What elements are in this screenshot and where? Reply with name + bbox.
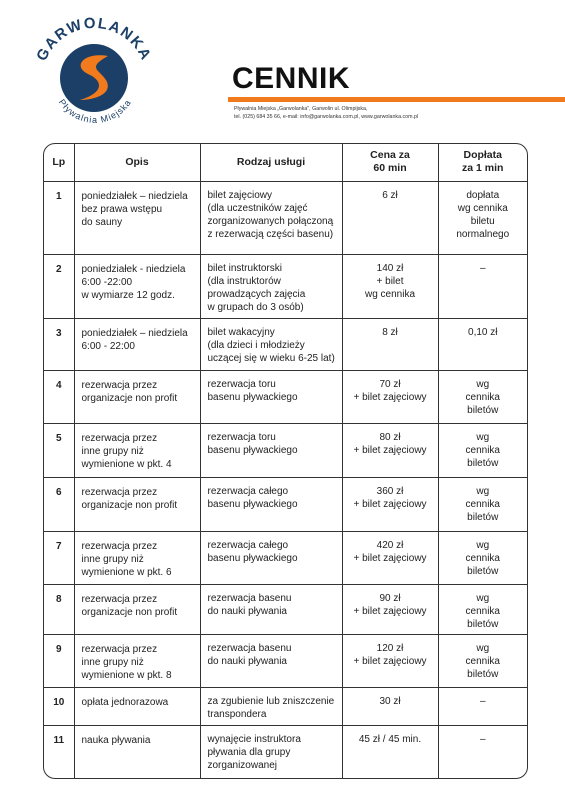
cell-rodzaj: bilet zajęciowy (dla uczestników zajęć zorganizowanych połączoną z rezerwacją części basenu) [200, 181, 342, 254]
cell-doplata: – [438, 725, 527, 778]
cell-lp: 5 [44, 424, 74, 478]
table-row [44, 725, 527, 778]
cell-doplata: 0,10 zł [438, 319, 527, 370]
cell-opis: poniedziałek – niedziela 6:00 - 22:00 [74, 319, 200, 370]
cell-doplata: wg cennika biletów [438, 584, 527, 634]
header-doplata: Dopłata za 1 min [438, 144, 527, 181]
cell-rodzaj: za zgubienie lub zniszczenie transpondera [200, 687, 342, 725]
cell-doplata: dopłata wg cennika biletu normalnego [438, 181, 527, 254]
cell-cena: 8 zł [342, 319, 438, 370]
table-row [44, 635, 527, 687]
accent-bar [228, 97, 565, 102]
cell-cena: 140 zł + bilet wg cennika [342, 254, 438, 319]
cell-opis: poniedziałek - niedziela 6:00 -22:00 w wymiarze 12 godz. [74, 254, 200, 319]
table-row [44, 370, 527, 424]
table-row [44, 254, 527, 319]
table-row [44, 319, 527, 370]
cell-doplata: wg cennika biletów [438, 477, 527, 532]
cell-cena: 360 zł + bilet zajęciowy [342, 477, 438, 532]
cell-cena: 120 zł + bilet zajęciowy [342, 635, 438, 687]
cell-lp: 3 [44, 319, 74, 370]
cell-cena: 30 zł [342, 687, 438, 725]
table-row [44, 584, 527, 634]
cell-doplata: wg cennika biletów [438, 532, 527, 584]
cell-lp: 2 [44, 254, 74, 319]
cell-doplata: – [438, 687, 527, 725]
cell-opis: nauka pływania [74, 725, 200, 778]
cell-lp: 11 [44, 725, 74, 778]
cell-cena: 90 zł + bilet zajęciowy [342, 584, 438, 634]
price-table [43, 143, 528, 779]
cell-cena: 6 zł [342, 181, 438, 254]
cell-cena: 80 zł + bilet zajęciowy [342, 424, 438, 478]
cell-rodzaj: bilet instruktorski (dla instruktorów prowadzących zajęcia w grupach do 3 osób) [200, 254, 342, 319]
contact-line-1: Pływalnia Miejska „Garwolanka", Garwolin ul. Olimpijska, [234, 106, 368, 112]
cell-cena: 420 zł + bilet zajęciowy [342, 532, 438, 584]
cell-cena: 70 zł + bilet zajęciowy [342, 370, 438, 424]
logo [28, 14, 160, 130]
cell-lp: 10 [44, 687, 74, 725]
cell-rodzaj: bilet wakacyjny (dla dzieci i młodzieży uczącej się w wieku 6-25 lat) [200, 319, 342, 370]
cell-opis: rezerwacja przez organizacje non profit [74, 370, 200, 424]
cell-opis: opłata jednorazowa [74, 687, 200, 725]
cell-rodzaj: rezerwacja basenu do nauki pływania [200, 635, 342, 687]
cell-lp: 6 [44, 477, 74, 532]
cell-lp: 4 [44, 370, 74, 424]
cell-rodzaj: rezerwacja toru basenu pływackiego [200, 424, 342, 478]
cell-rodzaj: rezerwacja toru basenu pływackiego [200, 370, 342, 424]
header-lp: Lp [44, 144, 74, 181]
cell-rodzaj: rezerwacja basenu do nauki pływania [200, 584, 342, 634]
cell-opis: rezerwacja przez inne grupy niż wymienione w pkt. 4 [74, 424, 200, 478]
table-row [44, 477, 527, 532]
logo-circle [60, 44, 128, 112]
cell-doplata: wg cennika biletów [438, 370, 527, 424]
cell-doplata: wg cennika biletów [438, 424, 527, 478]
cell-rodzaj: rezerwacja całego basenu pływackiego [200, 532, 342, 584]
cell-lp: 1 [44, 181, 74, 254]
cell-cena: 45 zł / 45 min. [342, 725, 438, 778]
table-row [44, 532, 527, 584]
header-opis: Opis [74, 144, 200, 181]
cell-opis: rezerwacja przez inne grupy niż wymienione w pkt. 8 [74, 635, 200, 687]
cell-rodzaj: rezerwacja całego basenu pływackiego [200, 477, 342, 532]
header-rodzaj: Rodzaj usługi [200, 144, 342, 181]
cell-doplata: – [438, 254, 527, 319]
cell-opis: rezerwacja przez organizacje non profit [74, 584, 200, 634]
table-header-row [44, 144, 527, 181]
header-cena: Cena za 60 min [342, 144, 438, 181]
cell-rodzaj: wynajęcie instruktora pływania dla grupy zorganizowanej [200, 725, 342, 778]
cell-lp: 7 [44, 532, 74, 584]
table-row [44, 687, 527, 725]
table-row [44, 181, 527, 254]
cell-lp: 9 [44, 635, 74, 687]
page-title: CENNIK [232, 62, 351, 95]
cell-opis: rezerwacja przez inne grupy niż wymienione w pkt. 6 [74, 532, 200, 584]
cell-opis: poniedziałek – niedziela bez prawa wstępu do sauny [74, 181, 200, 254]
cell-lp: 8 [44, 584, 74, 634]
cell-doplata: wg cennika biletów [438, 635, 527, 687]
table-row [44, 424, 527, 478]
logo-graphic [28, 14, 160, 130]
cell-opis: rezerwacja przez organizacje non profit [74, 477, 200, 532]
logo-top-text: GARWOLANKA [33, 14, 155, 64]
logo-bottom-text: Pływalnia Miejska [56, 97, 134, 125]
contact-line-2: tel. (025) 684 35 66, e-mail: info@garwolanka.com.pl, www.garwolanka.com.pl [234, 114, 419, 120]
